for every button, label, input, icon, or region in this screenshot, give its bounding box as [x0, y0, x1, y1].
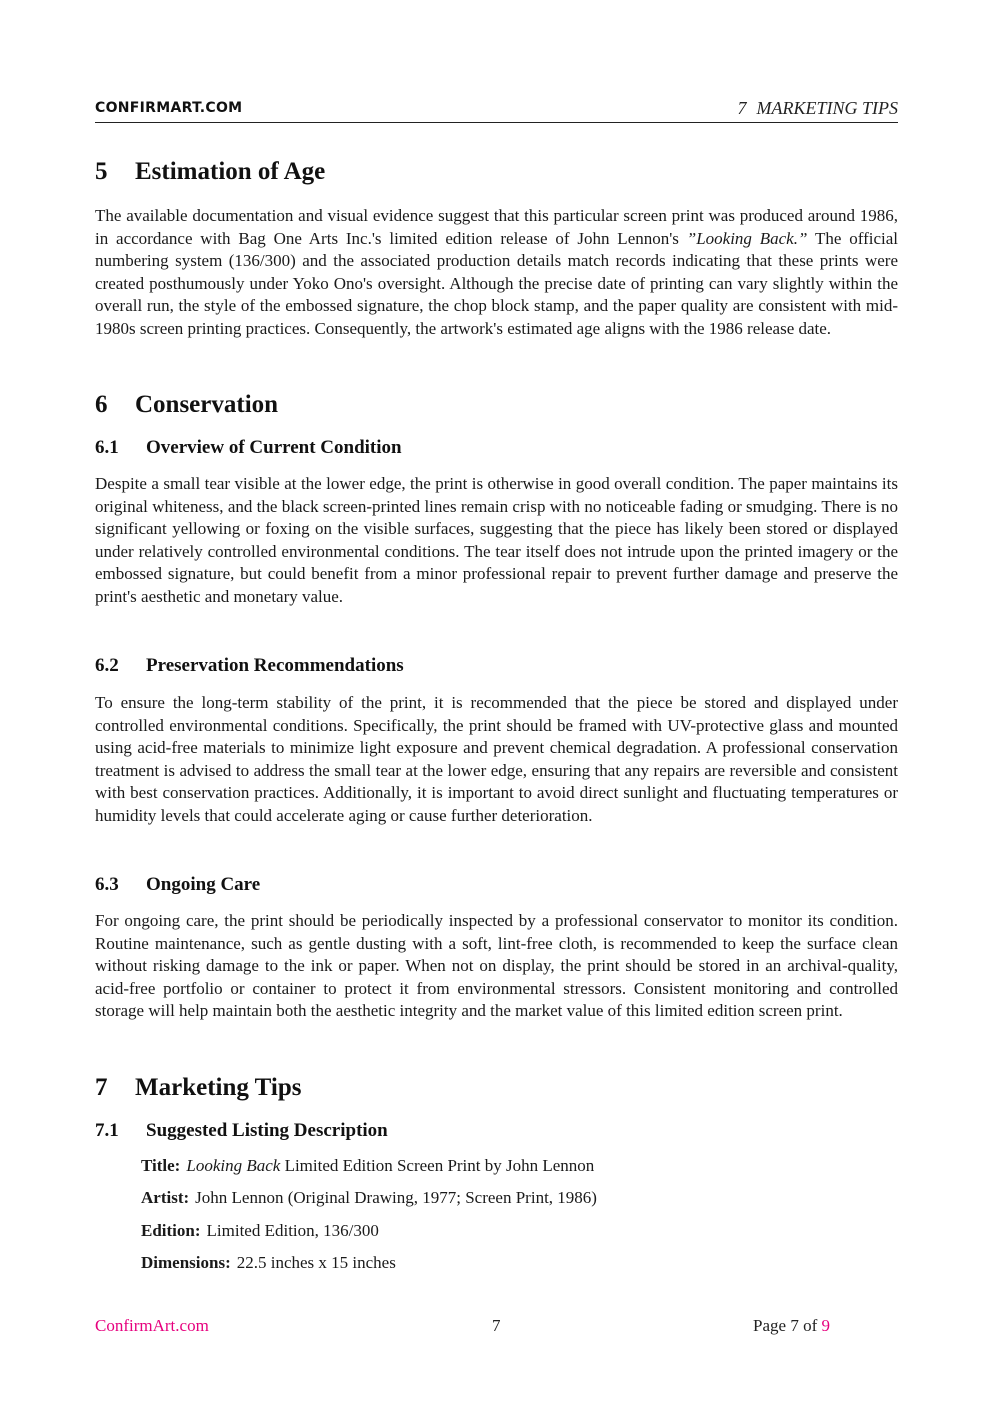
subsection-heading-ongoing-care [95, 874, 260, 896]
listing-dimensions-field [141, 1253, 396, 1273]
field-value: Limited Edition, 136/300 [206, 1221, 379, 1240]
section-number: 7 [95, 1074, 108, 1101]
section-title: Conservation [135, 391, 279, 418]
field-label: Title: [141, 1156, 181, 1175]
section-number: 6 [95, 391, 108, 418]
subsection-number: 6.3 [95, 874, 119, 895]
running-head-number: 7 [737, 98, 747, 118]
subsection-heading-listing [95, 1120, 388, 1142]
age-paragraph-text-continued: The official numbering system (136/300) and the associated production details match records indicating that these prints were created posthumously under Yoko Ono's oversight. Although the precise date of printing can vary slightly within the overall run, the style of the embossed signature, the chop block stamp, and the paper quality are consistent with mid-1980s screen printing practices. Consequently, the artwork's estimated age aligns with the 1986 release date. [95, 228, 898, 338]
preservation-paragraph: To ensure the long-term stability of the print, it is recommended that the piece be stored and displayed under controlled environmental conditions. Specifically, the print should be framed with UV-protective glass and mounted using acid-free materials to minimize light exposure and prevent chemical degradation. A professional conservation treatment is advised to address the small tear at the lower edge, ensuring that any repairs are reversible and consistent with best conservation practices. Additionally, it is important to avoid direct sunlight and fluctuating temperatures or humidity levels that could accelerate aging or cause further deterioration. [95, 693, 898, 825]
section-heading-conservation [95, 391, 278, 419]
section-title: Estimation of Age [135, 158, 326, 185]
subsection-number: 7.1 [95, 1120, 119, 1141]
running-head-title: MARKETING TIPS [756, 98, 898, 118]
subsection-title: Ongoing Care [146, 874, 261, 895]
field-label: Dimensions: [141, 1253, 231, 1272]
field-value: John Lennon (Original Drawing, 1977; Screen Print, 1986) [195, 1188, 597, 1207]
section-heading-marketing [95, 1074, 301, 1102]
page-total-link[interactable]: 9 [821, 1316, 830, 1335]
site-link[interactable]: ConfirmArt.com [95, 1316, 209, 1335]
page-header [95, 98, 898, 123]
confirmart-logo: CONFIRMART.COM [95, 100, 243, 116]
artwork-title-italic: ”Looking Back.” [686, 228, 808, 248]
subsection-title: Preservation Recommendations [146, 655, 404, 676]
page-count-prefix: Page 7 of [753, 1316, 822, 1335]
subsection-title: Suggested Listing Description [146, 1120, 388, 1141]
field-label: Artist: [141, 1188, 190, 1207]
condition-paragraph: Despite a small tear visible at the lower edge, the print is otherwise in good overall condition. The paper maintains its original whiteness, and the black screen-printed lines remain crisp with no noticeable fading or smudging. There is no significant yellowing or foxing on the visible surfaces, suggesting that the piece has likely been stored or displayed under relatively controlled environmental conditions. The tear itself does not intrude upon the printed imagery or the embossed signature, but could benefit from a minor professional repair to prevent further damage and preserve the print's aesthetic and monetary value. [95, 474, 898, 606]
page-count [753, 1316, 830, 1336]
subsection-number: 6.1 [95, 437, 119, 458]
listing-title-field [141, 1156, 594, 1176]
field-value: 22.5 inches x 15 inches [236, 1253, 396, 1272]
page-footer [95, 1316, 830, 1338]
listing-edition-field [141, 1221, 379, 1241]
section-title: Marketing Tips [135, 1074, 302, 1101]
page-number: 7 [492, 1316, 501, 1335]
field-label: Edition: [141, 1221, 201, 1240]
listing-artist-field [141, 1188, 597, 1208]
age-paragraph [95, 205, 898, 341]
ongoing-care-paragraph: For ongoing care, the print should be periodically inspected by a professional conservator to monitor its condition. Routine maintenance, such as gentle dusting with a soft, lint-free cloth, is recommended to keep the surface clean without risking damage to the ink or paper. When not on display, the print should be stored in an archival-quality, acid-free portfolio or container to protect it from environmental stressors. Consistent monitoring and controlled storage will help maintain both the aesthetic integrity and the market value of this limited edition screen print. [95, 911, 898, 1021]
subsection-heading-condition [95, 437, 402, 459]
listing-title-italic: Looking Back [186, 1156, 281, 1175]
section-heading-age [95, 158, 325, 186]
subsection-heading-preservation [95, 655, 404, 677]
section-number: 5 [95, 158, 108, 185]
running-head [738, 98, 899, 119]
listing-title-rest: Limited Edition Screen Print by John Lennon [280, 1156, 595, 1175]
subsection-number: 6.2 [95, 655, 119, 676]
age-paragraph-text: The available documentation and visual evidence suggest that this particular screen print was produced around 1986, in accordance with Bag One Arts Inc.'s limited edition release of John Lennon's [95, 206, 898, 248]
subsection-title: Overview of Current Condition [146, 437, 402, 458]
